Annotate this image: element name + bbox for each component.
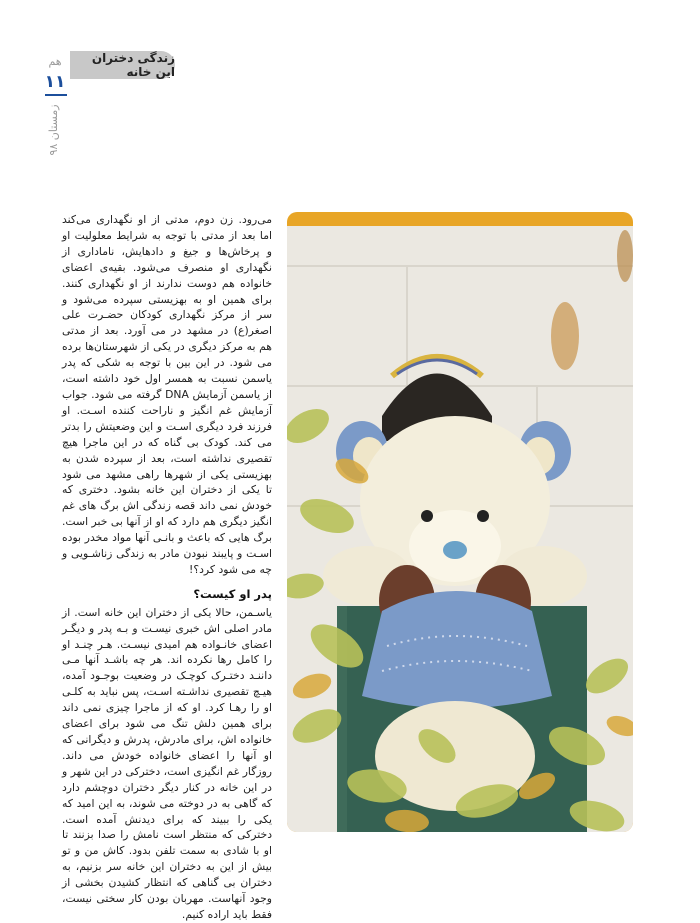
section-title-tab — [70, 51, 175, 79]
section-title: زندگی دختران این خانه — [91, 51, 175, 79]
teddy-bear-photo — [287, 226, 633, 832]
page-number: ۱۱ — [44, 72, 66, 92]
girl-holding-teddy-bear-image — [287, 226, 633, 832]
issue-label: زمستان ۹۸ — [47, 104, 60, 156]
article-text-column — [62, 212, 272, 923]
article-paragraph: می‌رود. زن دوم، مدتی از او نگهداری می‌کند اما بعد از مدتی با توجه به شرایط معلولیت او و پرخاش‌ها و جیغ و دادهایش، ناماداری از نگهداری او منصرف می‌شود. بقیه‌ی اعضای خانواده هم دوست ندارند از او نگهداری کنند. برای همین او به بهزیستی سپرده می‌شود و سر از مرکز نگهداری کودکان حضـرت علی اصغر(ع) در مشهد در می آورد. بعد از مدتی هم به مرکز دیگری در یکی از شهرستان‌ها برده می شود. در این بین با توجه به شکی که پدر یاسمن نسبت به همسر اول خود داشته است، از یاسمن آزمایش DNA گرفته می شود. جواب آزمایش غم انگیز و ناراحت کننده اسـت. او فرزند فرد دیگری اسـت و این وضعیتش را بدتر می کند. کودک بی گناه که در این ماجرا هیچ تقصیری نداشته است، بعد از سپرده شدن به بهزیستی یکی از شهرها راهی مشهد می شود تا یکی از دختران این خانه بشود. دختری که خودش نمی داند قصه زندگی اش برگ های غم انگیز دیگری هم دارد که او از آنها بی خبر است. برگ هایی که باعث و بانـی آنها مواد مخدر بوده اسـت و پایبند نبودن مادر به زندگی زناشـویی و چه می شود کرد؟! — [62, 213, 272, 576]
photo-frame — [287, 212, 633, 832]
magazine-logo: هم — [48, 54, 62, 68]
article-subheading: پدر او کیست؟ — [193, 586, 272, 601]
article-paragraph: یاسـمن، حالا یکی از دختران این خانه است. از مادر اصلی اش خبری نیسـت و بـه پدر و دیگـر اعضای خانـواده هم امیدی نیسـت. هـر چنـد او را کامل رها نکرده اند. هر چه باشـد آنها مـی داننـد دختـرک کوچـک در وضعیت بوجـود آمده، هیـچ تقصیری نداشـته اسـت، پس نباید به کلـی او را رهـا کرد. او که از ماجرا چیزی نمی داند برای همین دلش تنگ می شود برای اعضای خانواده اش، برای مادرش، پدرش و دیگرانی که او آنها را اعضای خانواده خودش می داند. روزگار غم انگیزی است، دخترکی در این شهر و در این خانه در کنار دیگر دختران دوچشم دارد که گاهی به در دوخته می شوند، به این امید که یکی را ببیند که برای دیدنش آمده است. دخترکی که منتظر است نامش را صدا بزنند تا او با شادی به سمت تلفن بدود. کاش من و تو بیش از این به دختران این خانه سر بزنیم، به دختران بی گناهی که انتظار کشیدن بخشی از وجود آنهاست. مهربان بودن کار سختی نیست، فقط باید اراده کنیم. — [62, 605, 272, 921]
